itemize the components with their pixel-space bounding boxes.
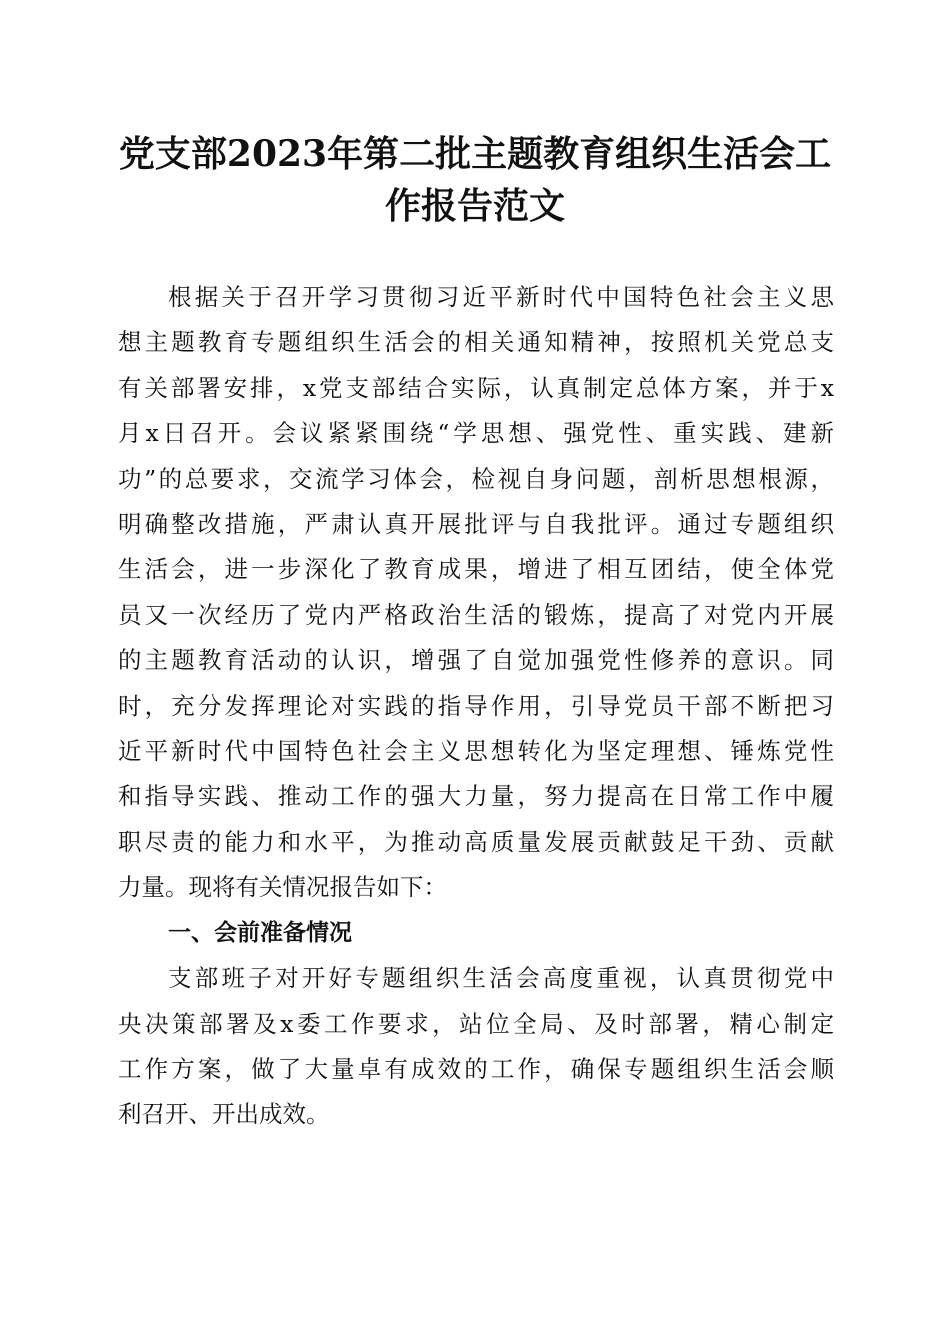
document-body	[118, 275, 834, 1138]
paragraph-line: 有关部署安排，x党支部结合实际，认真制定总体方案，并于x	[118, 373, 834, 402]
paragraph-intro	[118, 275, 834, 911]
paragraph-line: 根据关于召开学习贯彻习近平新时代中国特色社会主义思	[168, 283, 834, 311]
title-line-2: 作报告范文	[384, 185, 565, 227]
paragraph-line: 力量。现将有关情况报告如下：	[118, 873, 447, 902]
paragraph-line: 功”的总要求，交流学习体会，检视自身问题，剖析思想根源，	[118, 464, 834, 493]
paragraph-line: 想主题教育专题组织生活会的相关通知精神，按照机关党总支	[118, 328, 834, 357]
paragraph-preparation	[118, 956, 834, 1138]
section-heading-preparation: 一、会前准备情况	[168, 919, 352, 946]
paragraph-line: 支部班子对开好专题组织生活会高度重视，认真贯彻党中	[168, 964, 834, 993]
paragraph-line: 利召开、开出成效。	[118, 1100, 330, 1129]
paragraph-line: 的主题教育活动的认识，增强了自觉加强党性修养的意识。同	[118, 646, 834, 675]
paragraph-line: 月x日召开。会议紧紧围绕“学思想、强党性、重实践、建新	[118, 419, 834, 448]
paragraph-line: 工作方案，做了大量卓有成效的工作，确保专题组织生活会顺	[118, 1054, 834, 1083]
paragraph-line: 生活会，进一步深化了教育成果，增进了相互团结，使全体党	[118, 555, 834, 584]
paragraph-line: 近平新时代中国特色社会主义思想转化为坚定理想、锤炼党性	[118, 737, 834, 766]
document-title	[110, 128, 840, 232]
paragraph-line: 和指导实践、推动工作的强大力量，努力提高在日常工作中履	[118, 782, 834, 811]
paragraph-line: 员又一次经历了党内严格政治生活的锻炼，提高了对党内开展	[118, 600, 834, 629]
paragraph-line: 时，充分发挥理论对实践的指导作用，引导党员干部不断把习	[118, 691, 834, 720]
paragraph-line: 职尽责的能力和水平，为推动高质量发展贡献鼓足干劲、贡献	[118, 827, 834, 856]
paragraph-line: 明确整改措施，严肃认真开展批评与自我批评。通过专题组织	[118, 510, 834, 539]
title-line-1: 党支部2023年第二批主题教育组织生活会工	[118, 133, 832, 175]
paragraph-line: 央决策部署及x委工作要求，站位全局、及时部署，精心制定	[118, 1009, 834, 1038]
